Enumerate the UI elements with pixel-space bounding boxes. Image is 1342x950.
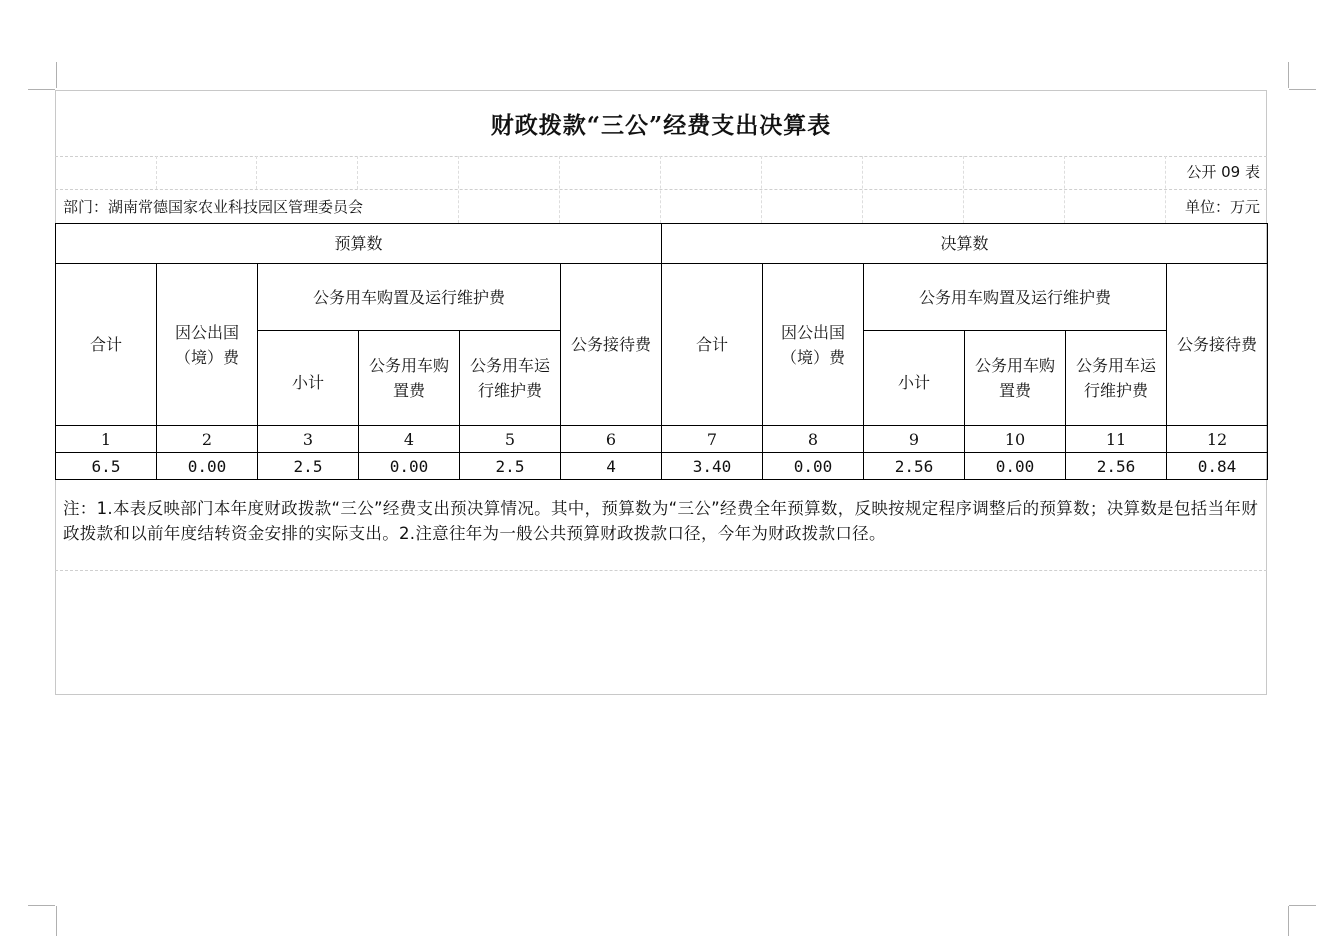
budget-abroad-header: 因公出国（境）费 [157,264,258,426]
budget-vehicle-operation-header: 公务用车运行维护费 [460,331,561,426]
column-number: 5 [460,426,561,453]
document-title: 财政拨款“三公”经费支出决算表 [490,111,832,139]
column-number: 9 [864,426,965,453]
gridline [963,156,964,223]
crop-mark-top-right-h [1289,89,1316,90]
expense-table [55,223,1268,480]
budget-reception-value: 4 [561,453,662,480]
budget-vehicle-operation-value: 2.5 [460,453,561,480]
final-vehicle-operation-value: 2.56 [1066,453,1167,480]
gridline [55,156,1267,157]
final-subtotal-value: 2.56 [864,453,965,480]
budget-total-header: 合计 [56,264,157,426]
gridline [256,156,257,189]
column-number-row [56,426,1268,453]
final-reception-header: 公务接待费 [1167,264,1268,426]
values-row [56,453,1268,480]
unit-label: 单位：万元 [1184,198,1260,216]
crop-mark-bottom-right-h [1289,905,1316,906]
crop-mark-bottom-right-v [1288,906,1289,936]
column-number: 1 [56,426,157,453]
sub-header-row [56,264,1268,331]
final-vehicle-purchase-header: 公务用车购置费 [965,331,1066,426]
column-number: 11 [1066,426,1167,453]
budget-subtotal-header: 小计 [258,331,359,426]
budget-vehicle-purchase-header: 公务用车购置费 [359,331,460,426]
final-reception-value: 0.84 [1167,453,1268,480]
final-abroad-header: 因公出国（境）费 [763,264,864,426]
budget-vehicle-purchase-value: 0.00 [359,453,460,480]
gridline [55,570,1267,571]
budget-total-value: 6.5 [56,453,157,480]
gridline [761,156,762,223]
gridline [1064,156,1065,223]
budget-vehicle-group-header: 公务用车购置及运行维护费 [258,264,561,331]
column-number: 12 [1167,426,1268,453]
crop-mark-top-left-v [56,62,57,88]
column-number: 7 [662,426,763,453]
gridline [862,156,863,223]
group-header-row [56,224,1268,264]
final-subtotal-header: 小计 [864,331,965,426]
gridline [660,156,661,223]
final-total-value: 3.40 [662,453,763,480]
final-abroad-value: 0.00 [763,453,864,480]
column-number: 4 [359,426,460,453]
final-vehicle-purchase-value: 0.00 [965,453,1066,480]
budget-abroad-value: 0.00 [157,453,258,480]
gridline [357,156,358,189]
footnote: 注：1.本表反映部门本年度财政拨款“三公”经费支出预决算情况。其中，预算数为“三公”经费全年预算数，反映按规定程序调整后的预算数；决算数是包括当年财政拨款和以前年度结转资金安排的实际支出。2.注意往年为一般公共预算财政拨款口径，今年为财政拨款口径。 [63,499,1258,543]
column-number: 3 [258,426,359,453]
final-group-header: 决算数 [662,224,1268,264]
budget-group-header: 预算数 [56,224,662,264]
final-vehicle-operation-header: 公务用车运行维护费 [1066,331,1167,426]
final-vehicle-group-header: 公务用车购置及运行维护费 [864,264,1167,331]
gridline [1165,156,1166,223]
column-number: 2 [157,426,258,453]
crop-mark-top-left-h [28,89,55,90]
gridline [559,156,560,223]
column-number: 10 [965,426,1066,453]
crop-mark-bottom-left-h [28,905,55,906]
budget-reception-header: 公务接待费 [561,264,662,426]
gridline [55,189,1267,190]
form-number: 公开 09 表 [1186,163,1260,181]
budget-subtotal-value: 2.5 [258,453,359,480]
column-number: 6 [561,426,662,453]
final-total-header: 合计 [662,264,763,426]
crop-mark-bottom-left-v [56,906,57,936]
gridline [458,156,459,223]
crop-mark-top-right-v [1288,62,1289,88]
column-number: 8 [763,426,864,453]
gridline [156,156,157,189]
department-label: 部门：湖南常德国家农业科技园区管理委员会 [63,198,364,216]
